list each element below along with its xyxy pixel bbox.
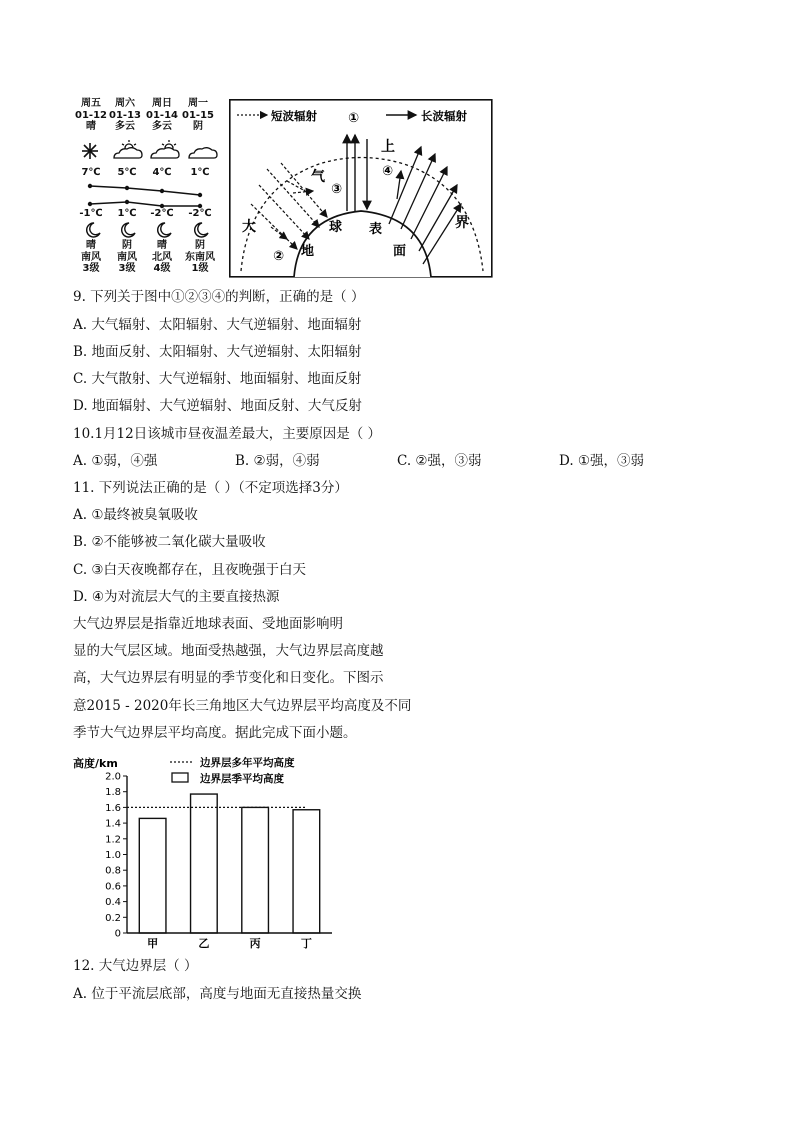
low-temp: -1℃: [79, 208, 103, 219]
bar-2: [191, 794, 218, 933]
x-category-label: 丙: [249, 937, 261, 950]
night-weather: 晴: [86, 240, 96, 251]
question-11-option-a: A. ①最终被臭氧吸收: [73, 507, 198, 523]
marker-1: ①: [348, 111, 360, 126]
y-tick-label: 0.6: [105, 881, 121, 893]
cloud-icon: [189, 148, 217, 158]
wind-level: 3级: [82, 263, 100, 274]
y-tick-label: 1.0: [105, 850, 121, 861]
label-da: 大: [242, 219, 256, 235]
boundary-layer-chart: [70, 752, 340, 952]
high-temp: 1℃: [190, 167, 210, 178]
passage-line: 大气边界层是指靠近地球表面、受地面影响明: [73, 616, 343, 632]
label-jie: 界: [455, 215, 469, 231]
passage-line: 意2015 - 2020年长三角地区大气边界层平均高度及不同: [73, 698, 412, 714]
question-9-option-d: D. 地面辐射、大气逆辐射、地面反射、大气反射: [73, 398, 362, 414]
chart-y-label: 高度/km: [73, 757, 118, 770]
partly-cloudy-icon: [151, 140, 179, 158]
marker-3: ③: [331, 182, 343, 197]
bar-1: [139, 818, 166, 933]
question-12-option-a: A. 位于平流层底部，高度与地面无直接热量交换: [73, 986, 362, 1002]
weekday: 周六: [115, 98, 135, 109]
wind-level: 1级: [191, 263, 209, 274]
question-11-stem: 11. 下列说法正确的是（ ）（不定项选择3分）: [73, 480, 348, 496]
high-temp: 4℃: [152, 167, 172, 178]
question-10-option-d: D. ①强，③弱: [559, 453, 645, 469]
question-10-option-c: C. ②强，③弱: [397, 453, 482, 469]
weekday: 周五: [81, 98, 101, 109]
x-category-label: 甲: [147, 937, 159, 950]
question-9-stem: 9. 下列关于图中①②③④的判断，正确的是（ ）: [73, 289, 365, 305]
bar-4: [293, 810, 320, 933]
x-category-label: 丁: [300, 937, 312, 950]
y-tick-label: 0.4: [105, 897, 121, 909]
legend-bar-swatch: [172, 773, 188, 782]
high-temp-line: [90, 186, 200, 195]
weekday: 周一: [188, 98, 208, 109]
marker-4: ④: [382, 164, 394, 179]
wind-direction: 南风: [81, 251, 101, 263]
legend-reference-label: 边界层多年平均高度: [200, 757, 295, 769]
y-tick-label: 1.8: [105, 787, 121, 799]
y-tick-label: 0: [114, 928, 121, 940]
low-temp-point: [88, 202, 92, 206]
question-9-option-a: A. 大气辐射、太阳辐射、大气逆辐射、地面辐射: [73, 317, 362, 333]
question-12-stem: 12. 大气边界层（ ）: [73, 958, 198, 974]
high-temp-point: [125, 186, 129, 190]
wind-level: 4级: [153, 263, 171, 274]
question-9-option-c: C. 大气散射、大气逆辐射、地面辐射、地面反射: [73, 371, 362, 387]
partly-cloudy-icon: [114, 140, 142, 158]
wind-direction: 北风: [152, 251, 172, 263]
date: 01-15: [182, 109, 214, 121]
marker-2: ②: [273, 249, 285, 264]
high-temp-point: [198, 193, 202, 197]
wind-direction: 东南风: [185, 251, 215, 263]
label-qiu: 球: [329, 220, 343, 235]
label-di: 地: [301, 244, 315, 259]
weekday: 周日: [152, 98, 172, 109]
question-10-option-b: B. ②弱，④弱: [235, 453, 320, 469]
moon-icon: [87, 223, 100, 237]
question-11-option-b: B. ②不能够被二氧化碳大量吸收: [73, 534, 266, 550]
day-weather: 晴: [86, 121, 96, 132]
question-9-option-b: B. 地面反射、太阳辐射、大气逆辐射、太阳辐射: [73, 344, 362, 360]
bar-3: [242, 807, 269, 933]
label-mian: 面: [393, 244, 407, 259]
day-weather: 阴: [193, 121, 203, 132]
moon-icon: [158, 223, 171, 237]
label-qi: 气: [311, 169, 325, 185]
passage-line: 高，大气边界层有明显的季节变化和日变化。下图示: [73, 670, 384, 686]
high-temp: 5℃: [117, 167, 137, 178]
y-tick-label: 0.2: [105, 912, 121, 924]
y-tick-label: 1.6: [105, 802, 121, 814]
y-tick-label: 0.8: [105, 865, 121, 877]
day-weather: 多云: [115, 121, 135, 132]
date: 01-13: [109, 109, 141, 121]
wind-level: 3级: [118, 263, 136, 274]
passage-line: 季节大气边界层平均高度。据此完成下面小题。: [73, 725, 357, 741]
x-category-label: 乙: [198, 937, 210, 950]
low-temp-point: [125, 200, 129, 204]
moon-icon: [122, 223, 135, 237]
question-11-option-d: D. ④为对流层大气的主要直接热源: [73, 589, 280, 605]
y-tick-label: 2.0: [105, 771, 121, 783]
long-wave-legend-label: 长波辐射: [421, 109, 467, 123]
moon-icon: [195, 223, 208, 237]
label-shang: 上: [381, 139, 395, 155]
low-temp: -2℃: [188, 208, 212, 219]
passage-line: 显的大气层区域。地面受热越强，大气边界层高度越: [73, 643, 384, 659]
question-10-stem: 10.1月12日该城市昼夜温差最大，主要原因是（ ）: [73, 426, 382, 442]
night-weather: 晴: [157, 240, 167, 251]
high-temp-point: [88, 184, 92, 188]
low-temp: 1℃: [117, 208, 137, 219]
question-11-option-c: C. ③白天夜晚都存在，且夜晚强于白天: [73, 562, 307, 578]
night-weather: 阴: [122, 240, 132, 251]
date: 01-12: [75, 109, 107, 121]
low-temp-line: [90, 202, 200, 206]
question-10-option-a: A. ①弱，④强: [73, 453, 158, 469]
wind-direction: 南风: [117, 251, 137, 263]
legend-bar-label: 边界层季平均高度: [200, 773, 284, 785]
y-tick-label: 1.4: [105, 818, 121, 830]
day-weather: 多云: [152, 121, 172, 132]
night-weather: 阴: [195, 240, 205, 251]
short-wave-legend-label: 短波辐射: [271, 109, 317, 123]
night-forecast-4: [178, 240, 222, 275]
date: 01-14: [146, 109, 178, 121]
weather-forecast: [72, 98, 232, 280]
high-temp: 7℃: [81, 167, 101, 178]
radiation-diagram: [229, 99, 493, 278]
sun-icon: [82, 143, 98, 159]
low-temp: -2℃: [150, 208, 174, 219]
label-biao: 表: [369, 222, 383, 237]
y-tick-label: 1.2: [105, 834, 121, 846]
high-temp-point: [160, 189, 164, 193]
